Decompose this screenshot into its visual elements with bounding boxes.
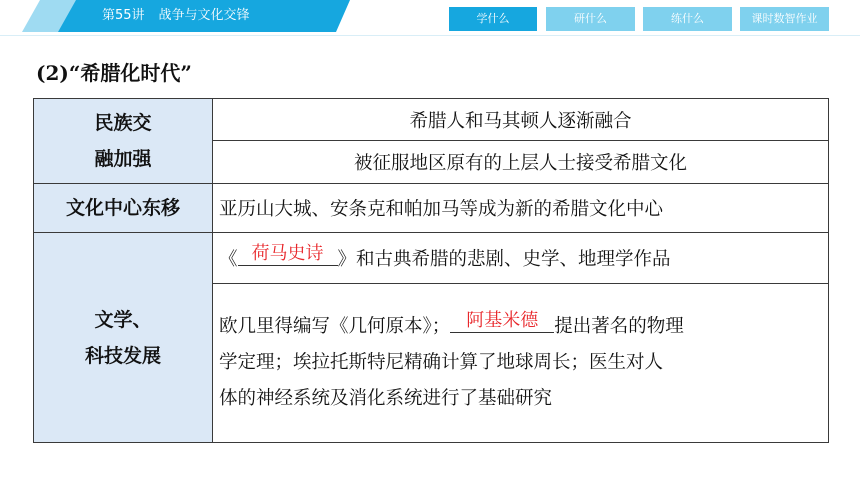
literature-text	[213, 233, 829, 284]
table-row	[34, 233, 829, 284]
answer-blank-archimedes: 阿基米德	[450, 310, 554, 333]
top-navigation-bar	[0, 0, 860, 40]
integration-item: 被征服地区原有的上层人士接受希腊文化	[213, 141, 829, 184]
content-table	[33, 98, 829, 443]
tab-homework[interactable]: 课时数智作业	[740, 7, 829, 31]
section-title: (2)“希腊化时代”	[36, 61, 192, 85]
answer-blank-homer: 荷马史诗	[238, 243, 338, 266]
row-header-line: 文学、	[94, 308, 152, 331]
tab-study-what[interactable]: 研什么	[546, 7, 635, 31]
lesson-title: 战争与文化交锋	[158, 8, 250, 23]
row-header-integration	[34, 99, 213, 184]
science-line-3: 体的神经系统及消化系统进行了基础研究	[219, 388, 553, 409]
row-header-line: 科技发展	[84, 344, 161, 367]
lesson-number: 第55讲	[102, 8, 145, 23]
table-row	[34, 184, 829, 233]
row-header-center-shift: 文化中心东移	[34, 184, 213, 233]
science-line-2: 学定理；埃拉托斯特尼精确计算了地球周长；医生对人	[219, 352, 664, 373]
tab-practice-what[interactable]: 练什么	[643, 7, 732, 31]
header-divider	[0, 35, 860, 36]
science-prefix: 欧几里得编写《几何原本》；	[219, 316, 451, 337]
row-header-line: 民族交	[94, 112, 152, 134]
row-header-science	[34, 233, 213, 443]
literature-suffix: 》和古典希腊的悲剧、史学、地理学作品	[337, 248, 671, 270]
row-header-line: 融加强	[94, 148, 152, 170]
tab-learn-what[interactable]: 学什么	[449, 7, 537, 31]
lesson-heading	[102, 0, 264, 32]
science-text	[213, 284, 829, 443]
science-line-1	[219, 309, 822, 345]
science-line1-suffix: 提出著名的物理	[554, 316, 684, 337]
table-row	[34, 99, 829, 141]
literature-prefix: 《	[219, 248, 238, 270]
center-shift-text: 亚历山大城、安条克和帕加马等成为新的希腊文化中心	[213, 184, 829, 233]
integration-item: 希腊人和马其顿人逐渐融合	[213, 99, 829, 141]
